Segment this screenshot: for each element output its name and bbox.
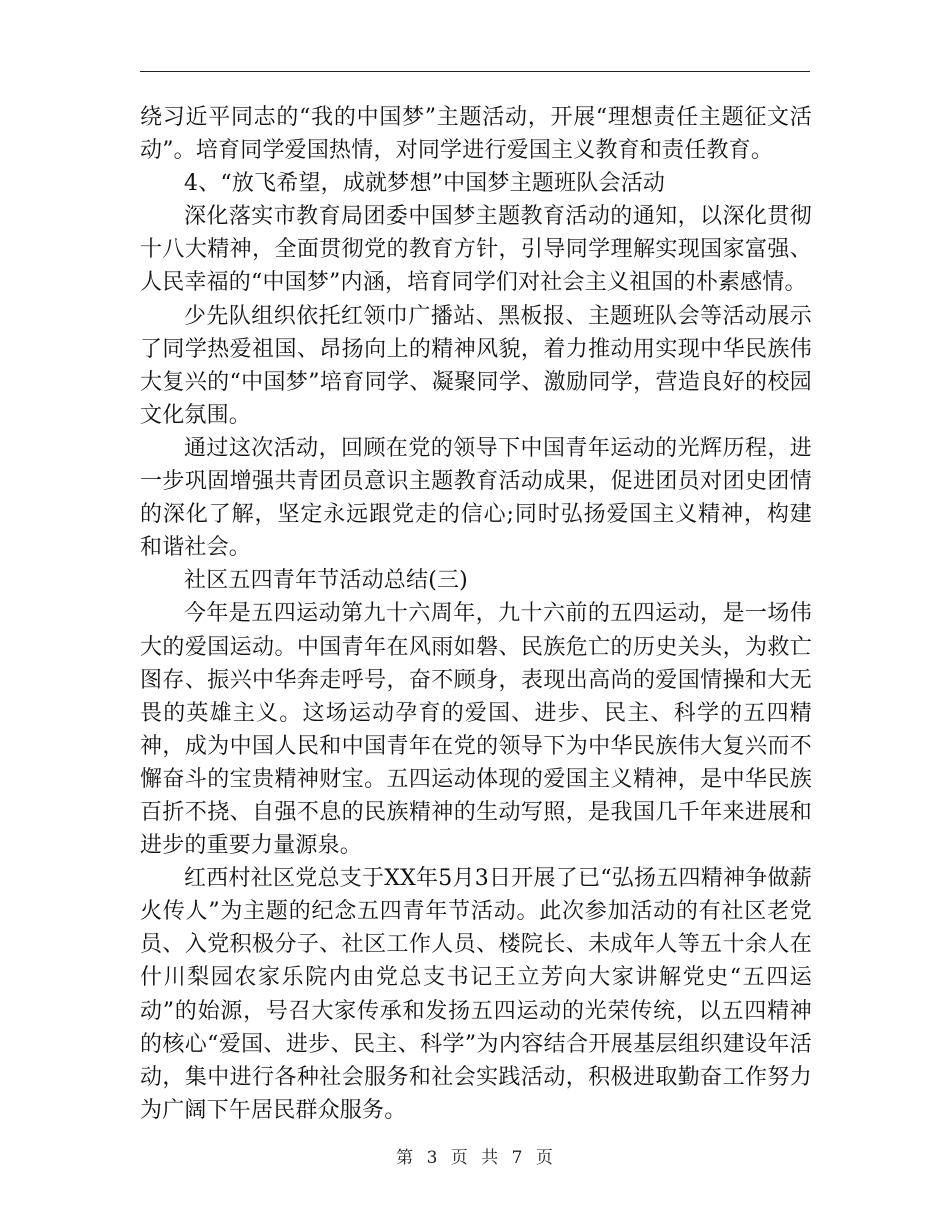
footer-suffix: 页 — [535, 1148, 554, 1168]
footer-prefix: 第 — [396, 1148, 415, 1168]
footer-total-prefix: 共 — [481, 1148, 500, 1168]
section-heading: 社区五四青年节活动总结(三) — [184, 568, 468, 594]
footer-total-pages: 7 — [511, 1148, 524, 1168]
header-rule — [140, 71, 810, 72]
page-footer — [0, 1143, 950, 1168]
document-body — [140, 101, 812, 1127]
paragraph-6: 今年是五四运动第九十六周年，九十六前的五四运动，是一场伟大的爱国运动。中国青年在风雨如磐、民族危亡的历史关头，为救亡图存、振兴中华奔走呼号，奋不顾身，表现出高尚的爱国情操和大无畏的英雄主义。这场运动孕育的爱国、进步、民主、科学的五四精神，成为中国人民和中国青年在党的领导下为中华民族伟大复兴而不懈奋斗的宝贵精神财宝。五四运动体现的爱国主义精神，是中华民族百折不挠、自强不息的民族精神的生动写照，是我国几千年来进展和进步的重要力量源泉。 — [140, 601, 812, 859]
paragraph-2: 4、“放飞希望，成就梦想”中国梦主题班队会活动 — [184, 171, 666, 197]
paragraph-4: 少先队组织依托红领巾广播站、黑板报、主题班队会等活动展示了同学热爱祖国、昂扬向上的精神风貌，着力推动用实现中华民族伟大复兴的“中国梦”培育同学、凝聚同学、激励同学，营造良好的校园文化氛围。 — [140, 303, 812, 428]
paragraph-5: 通过这次活动，回顾在党的领导下中国青年运动的光辉历程，进一步巩固增强共青团员意识主题教育活动成果，促进团员对团史团情的深化了解，坚定永远跟党走的信心;同时弘扬爱国主义精神，构建和谐社会。 — [140, 435, 812, 561]
footer-current-page: 3 — [426, 1148, 439, 1168]
footer-page-word: 页 — [450, 1148, 469, 1168]
paragraph-3: 深化落实市教育局团委中国梦主题教育活动的通知，以深化贯彻十八大精神，全面贯彻党的教育方针，引导同学理解实现国家富强、人民幸福的“中国梦”内涵，培育同学们对社会主义祖国的朴素感情。 — [140, 204, 812, 296]
paragraph-7: 红西村社区党总支于XX年5月3日开展了已“弘扬五四精神争做薪火传人”为主题的纪念五四青年节活动。此次参加活动的有社区老党员、入党积极分子、社区工作人员、楼院长、未成年人等五十余人在什川梨园农家乐院内由党总支书记王立芳向大家讲解党史“五四运动”的始源，号召大家传承和发扬五四运动的光荣传统，以五四精神的核心“爱国、进步、民主、科学”为内容结合开展基层组织建设年活动，集中进行各种社会服务和社会实践活动，积极进取勤奋工作努力为广阔下午居民群众服务。 — [140, 866, 812, 1123]
paragraph-1: 绕习近平同志的“我的中国梦”主题活动，开展“理想责任主题征文活动”。培育同学爱国热情，对同学进行爱国主义教育和责任教育。 — [140, 105, 812, 164]
